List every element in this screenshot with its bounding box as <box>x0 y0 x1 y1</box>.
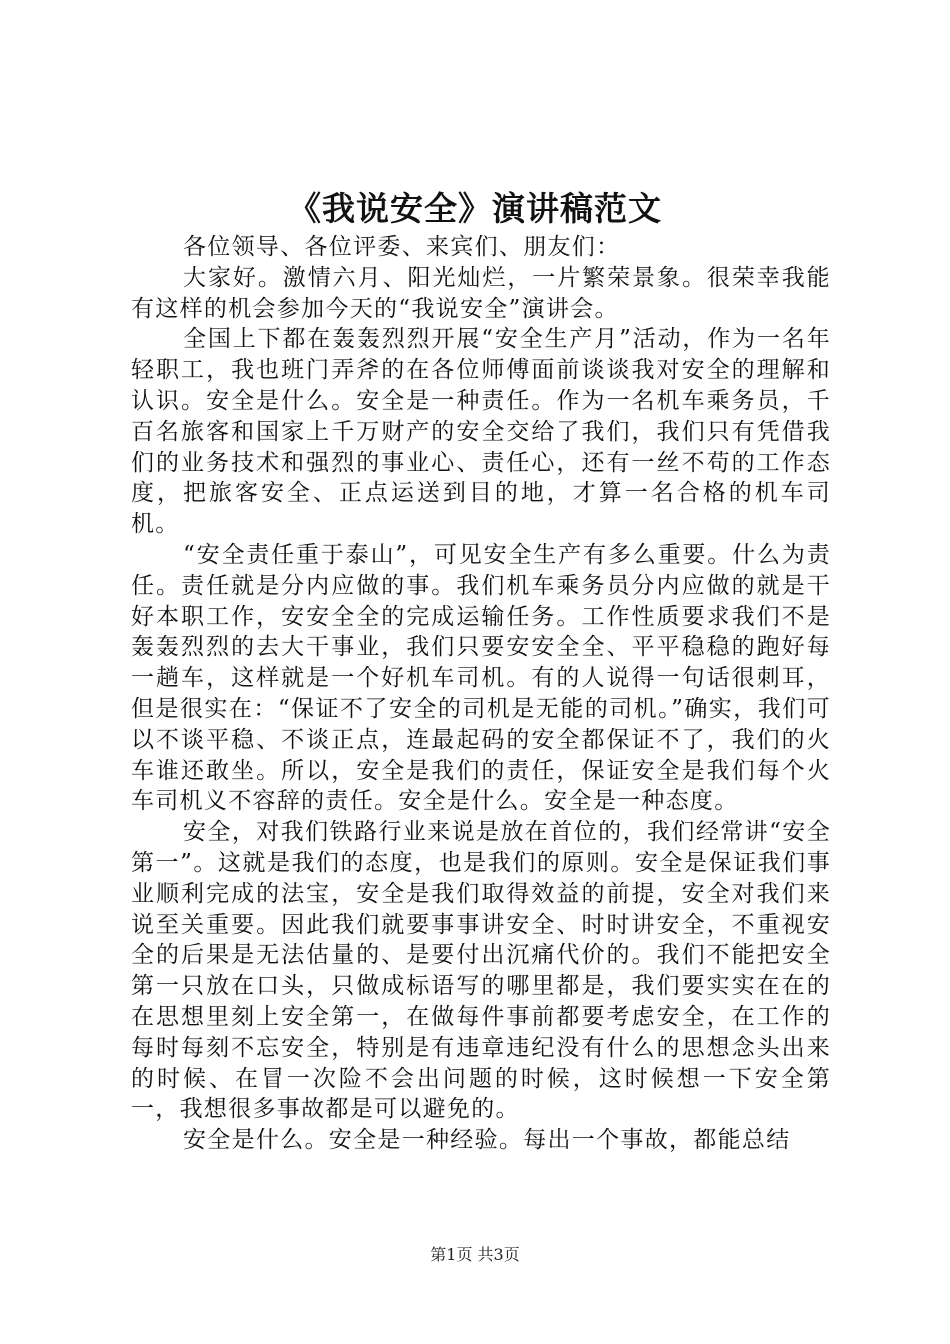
document-title: 《我说安全》演讲稿范文 <box>288 189 662 228</box>
paragraph-safety-responsibility-intro: 全国上下都在轰轰烈烈开展“安全生产月”活动，作为一名年轻职工，我也班门弄斧的在各位师傅面前谈谈我对安全的理解和认识。安全是什么。安全是一种责任。作为一名机车乘务员，千百名旅客和国家上千万财产的安全交给了我们，我们只有凭借我们的业务技术和强烈的事业心、责任心，还有一丝不苟的工作态度，把旅客安全、正点运送到目的地，才算一名合格的机车司机。 <box>131 326 831 538</box>
paragraph-safety-responsibility: “安全责任重于泰山”，可见安全生产有多么重要。什么为责任。责任就是分内应做的事。我们机车乘务员分内应做的就是干好本职工作，安安全全的完成运输任务。工作性质要求我们不是轰轰烈烈的去大干事业，我们只要安安全全、平平稳稳的跑好每一趟车，这样就是一个好机车司机。有的人说得一句话很刺耳，但是很实在：“保证不了安全的司机是无能的司机。”确实，我们可以不谈平稳、不谈正点，连最起码的安全都保证不了，我们的火车谁还敢坐。所以，安全是我们的责任，保证安全是我们每个火车司机义不容辞的责任。安全是什么。安全是一种态度。 <box>131 541 831 815</box>
paragraph-greeting: 大家好。激情六月、阳光灿烂，一片繁荣景象。很荣幸我能有这样的机会参加今天的“我说安全”演讲会。 <box>131 264 831 322</box>
paragraph-safety-experience: 安全是什么。安全是一种经验。每出一个事故，都能总结 <box>183 1127 791 1154</box>
page-footer: 第1页 共3页 <box>430 1245 520 1264</box>
document-body <box>131 232 831 1156</box>
paragraph-safety-attitude: 安全，对我们铁路行业来说是放在首位的，我们经常讲“安全第一”。这就是我们的态度，也是我们的原则。安全是保证我们事业顺利完成的法宝，安全是我们取得效益的前提，安全对我们来说至关重要。因此我们就要事事讲安全、时时讲安全，不重视安全的后果是无法估量的、是要付出沉痛代价的。我们不能把安全第一只放在口头，只做成标语写的哪里都是，我们要实实在在的在思想里刻上安全第一，在做每件事前都要考虑安全，在工作的每时每刻不忘安全，特别是有违章违纪没有什么的思想念头出来的时候、在冒一次险不会出问题的时候，这时候想一下安全第一，我想很多事故都是可以避免的。 <box>131 819 831 1123</box>
paragraph-salutation: 各位领导、各位评委、来宾们、朋友们： <box>183 234 621 260</box>
